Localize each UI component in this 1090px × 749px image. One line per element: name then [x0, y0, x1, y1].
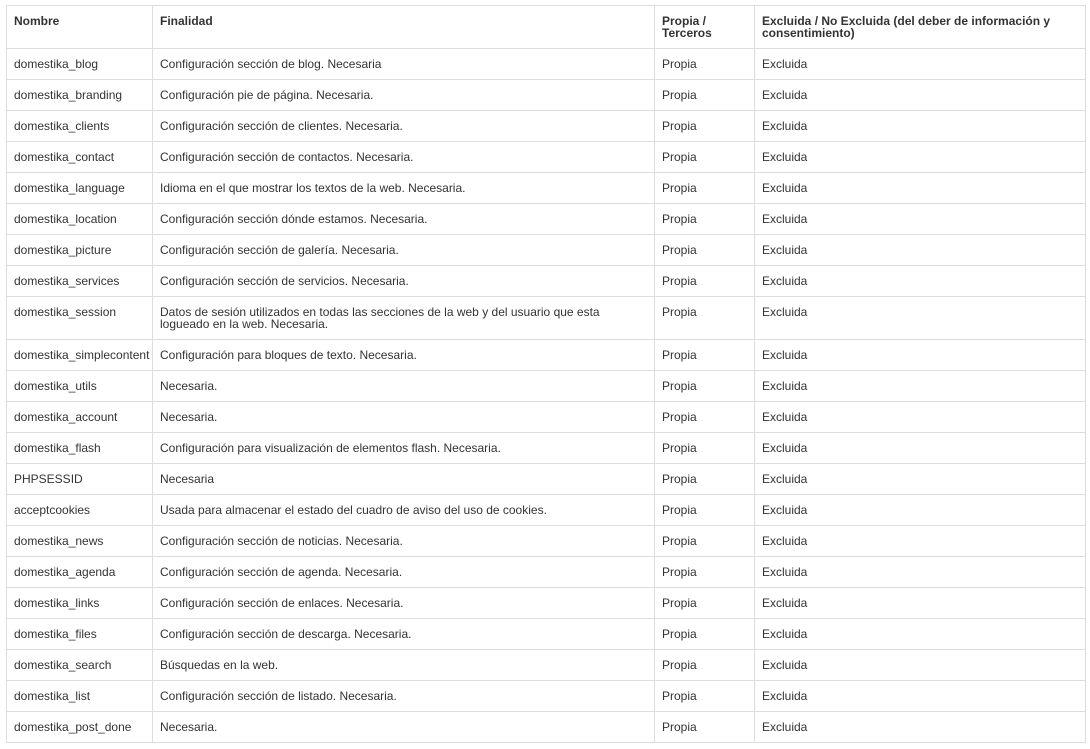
cell-purpose: Configuración sección dónde estamos. Necesaria. — [153, 204, 655, 235]
cell-owner: Propia — [655, 712, 755, 743]
cell-excluded: Excluida — [755, 173, 1086, 204]
cell-purpose: Configuración sección de contactos. Necesaria. — [153, 142, 655, 173]
cell-purpose: Configuración pie de página. Necesaria. — [153, 80, 655, 111]
cell-name: domestika_picture — [7, 235, 153, 266]
cell-name: domestika_contact — [7, 142, 153, 173]
cell-name: domestika_simplecontent — [7, 340, 153, 371]
cell-owner: Propia — [655, 402, 755, 433]
cell-excluded: Excluida — [755, 433, 1086, 464]
table-row — [7, 204, 1086, 235]
cell-purpose: Configuración sección de descarga. Necesaria. — [153, 619, 655, 650]
table-body — [7, 49, 1086, 743]
cell-purpose: Configuración sección de servicios. Necesaria. — [153, 266, 655, 297]
cell-excluded: Excluida — [755, 464, 1086, 495]
header-owner: Propia / Terceros — [655, 6, 755, 49]
cell-purpose: Idioma en el que mostrar los textos de la web. Necesaria. — [153, 173, 655, 204]
cell-name: domestika_search — [7, 650, 153, 681]
cell-name: domestika_services — [7, 266, 153, 297]
cell-owner: Propia — [655, 173, 755, 204]
cell-purpose: Configuración sección de enlaces. Necesaria. — [153, 588, 655, 619]
table-row — [7, 297, 1086, 340]
cell-excluded: Excluida — [755, 557, 1086, 588]
cell-excluded: Excluida — [755, 297, 1086, 340]
cell-excluded: Excluida — [755, 402, 1086, 433]
cell-name: domestika_post_done — [7, 712, 153, 743]
cell-purpose: Necesaria. — [153, 402, 655, 433]
table-row — [7, 80, 1086, 111]
cell-name: domestika_branding — [7, 80, 153, 111]
cell-owner: Propia — [655, 588, 755, 619]
table-row — [7, 712, 1086, 743]
table-row — [7, 650, 1086, 681]
cell-purpose: Necesaria — [153, 464, 655, 495]
cell-name: domestika_files — [7, 619, 153, 650]
cell-owner: Propia — [655, 80, 755, 111]
cell-excluded: Excluida — [755, 49, 1086, 80]
cell-excluded: Excluida — [755, 235, 1086, 266]
cell-name: domestika_news — [7, 526, 153, 557]
table-row — [7, 588, 1086, 619]
cell-owner: Propia — [655, 433, 755, 464]
cell-name: domestika_location — [7, 204, 153, 235]
cell-name: domestika_flash — [7, 433, 153, 464]
cell-excluded: Excluida — [755, 80, 1086, 111]
table-row — [7, 111, 1086, 142]
cell-excluded: Excluida — [755, 142, 1086, 173]
table-header-row — [7, 6, 1086, 49]
cell-owner: Propia — [655, 49, 755, 80]
table-row — [7, 433, 1086, 464]
cell-purpose: Configuración para visualización de elementos flash. Necesaria. — [153, 433, 655, 464]
table-row — [7, 340, 1086, 371]
cell-excluded: Excluida — [755, 495, 1086, 526]
cell-excluded: Excluida — [755, 619, 1086, 650]
cell-purpose: Configuración sección de galería. Necesaria. — [153, 235, 655, 266]
table-row — [7, 495, 1086, 526]
table-row — [7, 235, 1086, 266]
cell-name: domestika_session — [7, 297, 153, 340]
cell-purpose: Necesaria. — [153, 712, 655, 743]
cell-purpose: Configuración sección de listado. Necesaria. — [153, 681, 655, 712]
table-row — [7, 526, 1086, 557]
cell-owner: Propia — [655, 650, 755, 681]
cell-purpose: Configuración sección de clientes. Necesaria. — [153, 111, 655, 142]
cookie-table — [6, 5, 1086, 743]
cell-owner: Propia — [655, 619, 755, 650]
header-excluded: Excluida / No Excluida (del deber de información y consentimiento) — [755, 6, 1086, 49]
cell-owner: Propia — [655, 681, 755, 712]
table-row — [7, 266, 1086, 297]
cell-excluded: Excluida — [755, 588, 1086, 619]
cell-purpose: Configuración sección de noticias. Necesaria. — [153, 526, 655, 557]
cell-owner: Propia — [655, 464, 755, 495]
cell-purpose: Configuración sección de blog. Necesaria — [153, 49, 655, 80]
table-row — [7, 371, 1086, 402]
cell-purpose: Configuración para bloques de texto. Necesaria. — [153, 340, 655, 371]
cell-owner: Propia — [655, 235, 755, 266]
cell-name: domestika_list — [7, 681, 153, 712]
cell-excluded: Excluida — [755, 526, 1086, 557]
cell-owner: Propia — [655, 266, 755, 297]
cell-name: domestika_account — [7, 402, 153, 433]
cell-excluded: Excluida — [755, 681, 1086, 712]
cell-name: domestika_blog — [7, 49, 153, 80]
cell-excluded: Excluida — [755, 712, 1086, 743]
cell-owner: Propia — [655, 204, 755, 235]
cell-excluded: Excluida — [755, 204, 1086, 235]
table-row — [7, 402, 1086, 433]
cell-excluded: Excluida — [755, 371, 1086, 402]
header-purpose: Finalidad — [153, 6, 655, 49]
cell-excluded: Excluida — [755, 650, 1086, 681]
table-row — [7, 49, 1086, 80]
cell-name: domestika_clients — [7, 111, 153, 142]
table-row — [7, 173, 1086, 204]
cell-name: acceptcookies — [7, 495, 153, 526]
cell-name: domestika_utils — [7, 371, 153, 402]
cell-name: domestika_language — [7, 173, 153, 204]
table-row — [7, 464, 1086, 495]
table-row — [7, 557, 1086, 588]
table-row — [7, 681, 1086, 712]
header-name: Nombre — [7, 6, 153, 49]
cell-name: PHPSESSID — [7, 464, 153, 495]
cell-owner: Propia — [655, 526, 755, 557]
cell-purpose: Configuración sección de agenda. Necesaria. — [153, 557, 655, 588]
table-row — [7, 619, 1086, 650]
table-row — [7, 142, 1086, 173]
cell-excluded: Excluida — [755, 111, 1086, 142]
cell-owner: Propia — [655, 111, 755, 142]
cell-purpose: Datos de sesión utilizados en todas las secciones de la web y del usuario que esta logueado en la web. Necesaria. — [153, 297, 655, 340]
cell-purpose: Necesaria. — [153, 371, 655, 402]
cell-purpose: Búsquedas en la web. — [153, 650, 655, 681]
cell-purpose: Usada para almacenar el estado del cuadro de aviso del uso de cookies. — [153, 495, 655, 526]
cell-owner: Propia — [655, 371, 755, 402]
cell-name: domestika_agenda — [7, 557, 153, 588]
cell-owner: Propia — [655, 557, 755, 588]
cell-owner: Propia — [655, 297, 755, 340]
cell-excluded: Excluida — [755, 340, 1086, 371]
cell-owner: Propia — [655, 340, 755, 371]
cell-owner: Propia — [655, 142, 755, 173]
cell-owner: Propia — [655, 495, 755, 526]
cell-excluded: Excluida — [755, 266, 1086, 297]
cell-name: domestika_links — [7, 588, 153, 619]
